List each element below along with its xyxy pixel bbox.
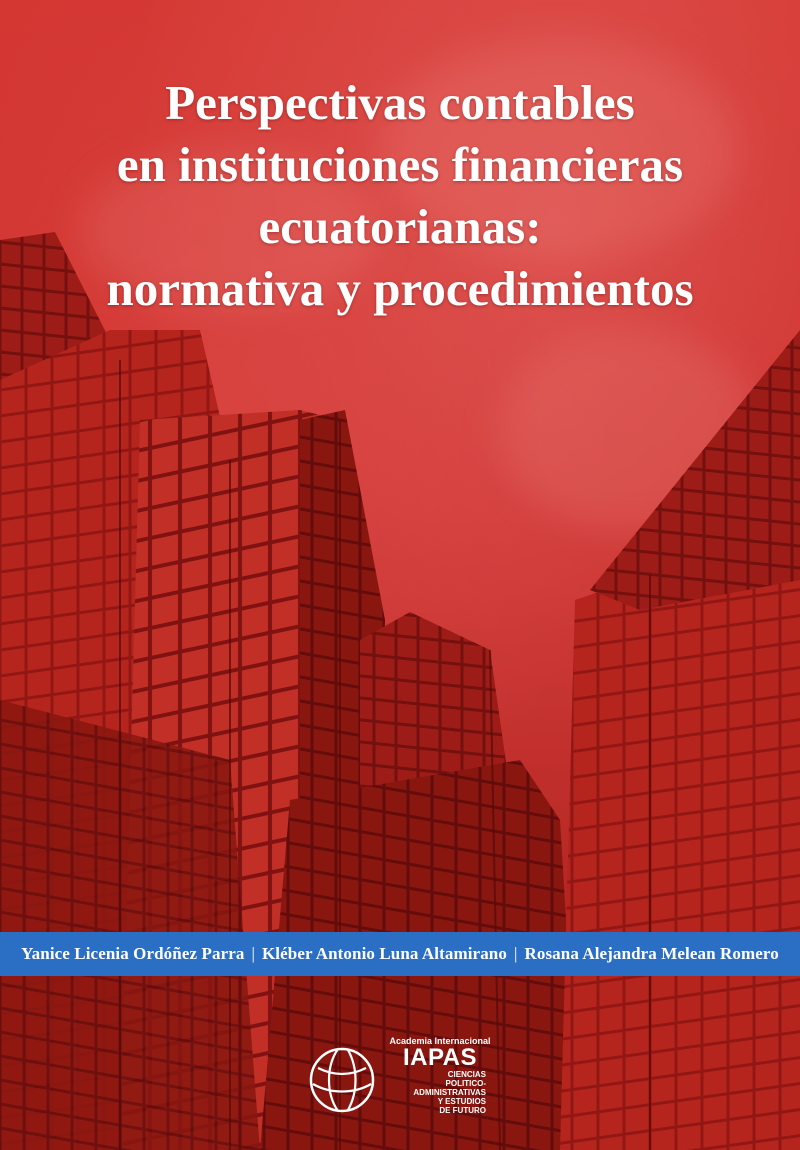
publisher-subtitle-line: CIENCIAS xyxy=(447,1070,486,1079)
title-line: Perspectivas contables xyxy=(165,75,635,130)
publisher-subtitle-line: DE FUTURO xyxy=(439,1106,486,1115)
publisher-subtitle-line: POLITICO- xyxy=(445,1079,486,1088)
book-title xyxy=(40,72,760,320)
authors-bar xyxy=(0,932,800,976)
globe-icon xyxy=(308,1046,376,1114)
publisher-logo xyxy=(308,1030,508,1130)
publisher-academy-label: Academia Internacional xyxy=(389,1036,491,1046)
title-line: ecuatorianas: xyxy=(258,199,542,254)
publisher-subtitle-line: Y ESTUDIOS xyxy=(437,1097,486,1106)
author-name: Yanice Licenia Ordóñez Parra xyxy=(21,944,245,963)
author-separator: | xyxy=(513,944,518,963)
author-name: Rosana Alejandra Melean Romero xyxy=(524,944,779,963)
title-line: normativa y procedimientos xyxy=(106,261,694,316)
publisher-subtitle-line: ADMINISTRATIVAS xyxy=(413,1088,486,1097)
author-name: Kléber Antonio Luna Altamirano xyxy=(261,944,507,963)
author-separator: | xyxy=(251,944,255,963)
publisher-name: IAPAS xyxy=(402,1044,478,1071)
title-line: en instituciones financieras xyxy=(116,137,684,192)
